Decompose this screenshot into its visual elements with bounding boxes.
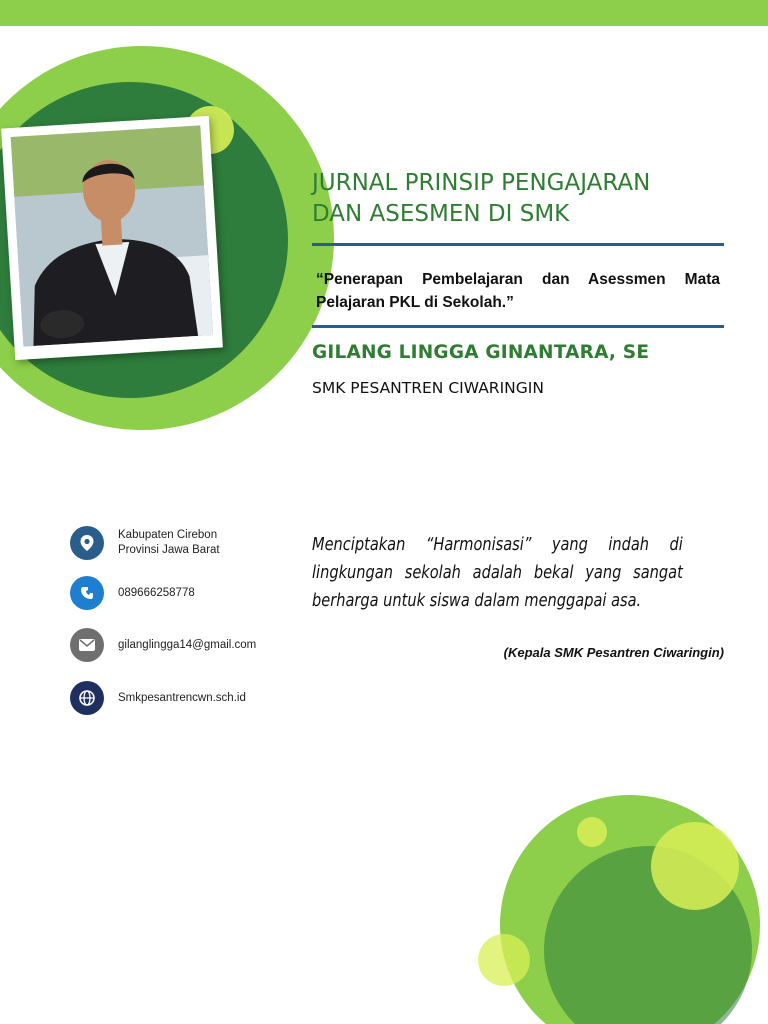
author-photo-frame	[1, 116, 223, 360]
contact-phone-number: 089666258778	[118, 586, 195, 599]
top-divider	[312, 243, 724, 246]
bottom-divider	[312, 325, 724, 328]
phone-icon	[70, 576, 104, 610]
contact-website	[70, 680, 246, 716]
document-title	[312, 168, 732, 230]
contact-address-line2: Provinsi Jawa Barat	[118, 544, 220, 556]
author-name: GILANG LINGGA GINANTARA, SE	[312, 342, 650, 363]
school-name: SMK PESANTREN CIWARINGIN	[312, 379, 544, 397]
contact-email-address: gilanglingga14@gmail.com	[118, 638, 257, 651]
title-line-1: JURNAL PRINSIP PENGAJARAN	[312, 170, 651, 196]
yellow-dot-left	[478, 934, 530, 986]
contact-email	[70, 627, 256, 663]
contact-address	[70, 525, 220, 561]
location-pin-icon	[70, 526, 104, 560]
contact-website-url: Smkpesantrencwn.sch.id	[118, 691, 246, 704]
document-subtitle: “Penerapan Pembelajaran dan Asessmen Mata Pelajaran PKL di Sekolah.”	[316, 271, 720, 311]
motto-quote-source: (Kepala SMK Pesantren Ciwaringin)	[503, 645, 724, 660]
email-icon	[70, 628, 104, 662]
yellow-dot-large	[651, 822, 739, 910]
author-photo	[11, 125, 213, 346]
contact-address-line1: Kabupaten Cirebon	[118, 529, 218, 541]
title-line-2: DAN ASESMEN DI SMK	[312, 201, 570, 227]
motto-quote: Menciptakan “Harmonisasi” yang indah di lingkungan sekolah adalah bekal yang sangat berharga untuk siswa dalam menggapai asa.	[312, 534, 683, 611]
contact-phone	[70, 575, 195, 611]
yellow-dot-small	[577, 817, 607, 847]
web-icon	[70, 681, 104, 715]
